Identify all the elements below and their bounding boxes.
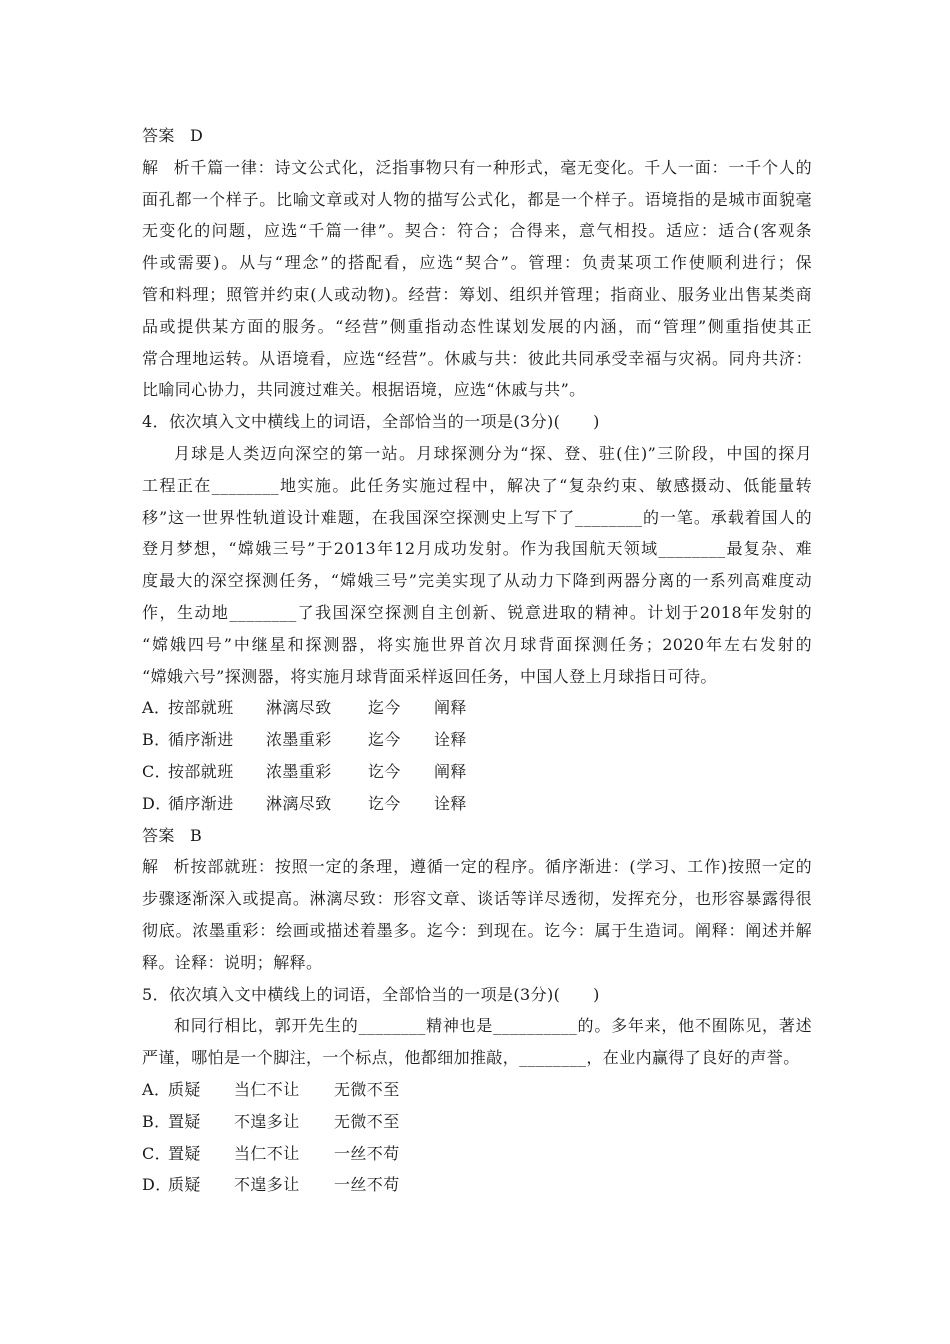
q5-option-a bbox=[142, 1074, 812, 1106]
option-word: 阐释 bbox=[434, 761, 467, 781]
q3-analysis-label: 解析 bbox=[142, 157, 190, 177]
q4-analysis-text: 按部就班：按照一定的条理，遵循一定的程序。循序渐进：(学习、工作)按照一定的 bbox=[190, 857, 812, 877]
option-word: 讫今 bbox=[368, 761, 401, 781]
q3-analysis-line: 品或提供某方面的服务。“经营”侧重指动态性谋划发展的内涵，而“管理”侧重指使其正 bbox=[142, 316, 812, 336]
option-word: 质疑 bbox=[168, 1175, 201, 1195]
q4-answer bbox=[142, 820, 812, 852]
option-letter: D． bbox=[142, 1175, 172, 1195]
q5-option-d bbox=[142, 1169, 812, 1201]
q3-answer-label: 答案 bbox=[142, 126, 175, 145]
q4-passage-line: 月球是人类迈向深空的第一站。月球探测分为“探、登、驻(住)”三阶段，中国的探月 bbox=[174, 443, 812, 463]
q3-answer-value: D bbox=[190, 126, 204, 145]
q4-option-a bbox=[142, 692, 812, 724]
q3-analysis-line: 面孔都一个样子。比喻文章或对人物的描写公式化，都是一个样子。语境指的是城市面貌毫 bbox=[142, 189, 812, 209]
option-letter: A． bbox=[142, 1079, 171, 1099]
option-word: 迄今 bbox=[368, 730, 401, 750]
q3-analysis-text: 千篇一律：诗文公式化，泛指事物只有一种形式，毫无变化。千人一面：一千个人的 bbox=[190, 157, 812, 177]
q4-analysis-line: 释。诠释：说明；解释。 bbox=[142, 952, 323, 972]
option-word: 阐释 bbox=[434, 698, 467, 718]
q4-passage-line: 移”这一世界性轨道设计难题，在我国深空探测史上写下了________的一笔。承载着国人的 bbox=[142, 507, 812, 527]
q3-analysis-line: 件或需要)。从与“理念”的搭配看，应选“契合”。管理：负责某项工作使顺利进行；保 bbox=[142, 253, 812, 273]
option-word: 诠释 bbox=[434, 793, 467, 813]
option-word: 循序渐进 bbox=[168, 793, 234, 813]
q4-passage-line: 作，生动地________了我国深空探测自主创新、锐意进取的精神。计划于2018年发射的 bbox=[142, 602, 812, 622]
q4-passage-line: 工程正在________地实施。此任务实施过程中，解决了“复杂约束、敏感摄动、低能量转 bbox=[142, 475, 812, 495]
q5-passage-line: 和同行相比，郭开先生的________精神也是__________的。多年来，他不囿陈见，著述 bbox=[174, 1016, 812, 1036]
q5-option-c bbox=[142, 1138, 812, 1170]
q5-passage-line: 严谨，哪怕是一个脚注，一个标点，他都细加推敲，________，在业内赢得了良好的声誉。 bbox=[142, 1048, 800, 1068]
q5-option-b bbox=[142, 1106, 812, 1138]
option-word: 一丝不苟 bbox=[334, 1175, 400, 1195]
option-word: 置疑 bbox=[168, 1143, 201, 1163]
q4-answer-value: B bbox=[190, 825, 203, 845]
q3-analysis-line: 管和料理；照管并约束(人或动物)。经营：筹划、组织并管理；指商业、服务业出售某类商 bbox=[142, 284, 812, 304]
q4-passage-line: 度最大的深空探测任务，“嫦娥三号”完美实现了从动力下降到两器分离的一系列高难度动 bbox=[142, 571, 812, 591]
option-word: 按部就班 bbox=[168, 698, 234, 718]
q4-passage-line: “嫦娥六号”探测器，将实施月球背面采样返回任务，中国人登上月球指日可待。 bbox=[142, 666, 717, 686]
option-word: 当仁不让 bbox=[234, 1079, 300, 1099]
option-word: 诠释 bbox=[434, 730, 467, 750]
option-letter: C． bbox=[142, 761, 172, 781]
q4-analysis-line: 彻底。浓墨重彩：绘画或描述着墨多。迄今：到现在。讫今：属于生造词。阐释：阐述并解 bbox=[142, 920, 812, 940]
option-letter: C． bbox=[142, 1143, 172, 1163]
q5-question: 5．依次填入文中横线上的词语，全部恰当的一项是(3分)( ) bbox=[142, 984, 600, 1004]
q4-analysis-label: 解析 bbox=[142, 857, 190, 877]
q3-answer bbox=[142, 120, 812, 152]
q4-option-d bbox=[142, 788, 812, 820]
q4-analysis-line: 步骤逐渐深入或提高。淋漓尽致：形容文章、谈话等详尽透彻，发挥充分，也形容暴露得很 bbox=[142, 889, 812, 909]
option-word: 无微不至 bbox=[334, 1111, 400, 1131]
option-word: 浓墨重彩 bbox=[266, 761, 332, 781]
q4-analysis-line bbox=[142, 851, 812, 883]
q3-analysis-line: 常合理地运转。从语境看，应选“经营”。休戚与共：彼此共同承受幸福与灾祸。同舟共济： bbox=[142, 348, 812, 368]
option-letter: B． bbox=[142, 730, 171, 750]
option-letter: D． bbox=[142, 793, 172, 813]
option-word: 淋漓尽致 bbox=[266, 698, 332, 718]
q3-analysis-line: 比喻同心协力，共同渡过难关。根据语境，应选“休戚与共”。 bbox=[142, 380, 586, 400]
q4-answer-label: 答案 bbox=[142, 825, 175, 845]
q3-analysis-line bbox=[142, 152, 812, 184]
option-word: 置疑 bbox=[168, 1111, 201, 1131]
q4-option-c bbox=[142, 756, 812, 788]
option-word: 不遑多让 bbox=[234, 1111, 300, 1131]
q4-passage-line: “嫦娥四号”中继星和探测器，将实施世界首次月球背面探测任务；2020年左右发射的 bbox=[142, 634, 812, 654]
option-word: 无微不至 bbox=[334, 1079, 400, 1099]
option-word: 当仁不让 bbox=[234, 1143, 300, 1163]
q3-analysis-line: 无变化的问题，应选“千篇一律”。契合：符合；合得来，意气相投。适应：适合(客观条 bbox=[142, 221, 812, 241]
option-letter: A． bbox=[142, 698, 171, 718]
option-word: 质疑 bbox=[168, 1079, 201, 1099]
option-word: 不遑多让 bbox=[234, 1175, 300, 1195]
option-word: 讫今 bbox=[368, 793, 401, 813]
document-content bbox=[142, 120, 812, 1201]
option-letter: B． bbox=[142, 1111, 171, 1131]
option-word: 一丝不苟 bbox=[334, 1143, 400, 1163]
option-word: 迄今 bbox=[368, 698, 401, 718]
q4-option-b bbox=[142, 724, 812, 756]
option-word: 按部就班 bbox=[168, 761, 234, 781]
option-word: 循序渐进 bbox=[168, 730, 234, 750]
q4-passage-line: 登月梦想，“嫦娥三号”于2013年12月成功发射。作为我国航天领域________最复杂、难 bbox=[142, 539, 812, 559]
option-word: 淋漓尽致 bbox=[266, 793, 332, 813]
q4-question: 4．依次填入文中横线上的词语，全部恰当的一项是(3分)( ) bbox=[142, 412, 600, 432]
option-word: 浓墨重彩 bbox=[266, 730, 332, 750]
